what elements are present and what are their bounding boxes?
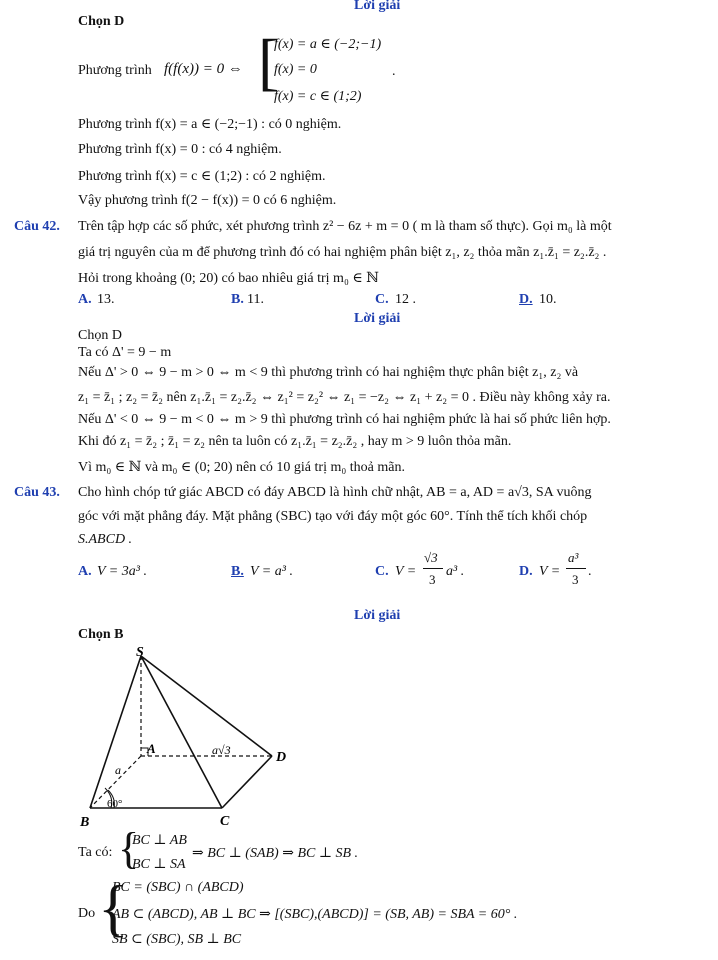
q42-text-3: Hỏi trong khoảng (0; 20) có bao nhiêu giá trị m₀ ∈ ℕ xyxy=(78,271,379,286)
q43-option-c-fraction-bar xyxy=(423,568,443,569)
q42-option-d-letter: D. xyxy=(519,292,533,307)
q43-option-b-letter: B. xyxy=(231,564,244,579)
q43-do-2: AB ⊂ (ABCD), AB ⊥ BC ⇒ [(SBC),(ABCD)] = (SB, AB) = SBA = 60° . xyxy=(112,907,518,922)
vertex-b-label: B xyxy=(80,815,90,830)
q43-ta-co-1: BC ⊥ AB xyxy=(132,833,187,848)
q42-text-2: giá trị nguyên của m để phương trình đó có hai nghiệm phân biệt z₁, z₂ thỏa mãn z₁.z̄₁ = z₂.z̄₂ . xyxy=(78,245,607,260)
pyramid-figure xyxy=(70,640,310,835)
q43-option-d-num: a³ xyxy=(568,550,579,565)
sol1-case-3: f(x) = c ∈ (1;2) xyxy=(274,89,362,104)
q43-label: Câu 43. xyxy=(14,485,60,500)
q42-option-a: 13. xyxy=(97,292,115,307)
vertex-d-label: D xyxy=(276,750,287,765)
q43-option-d-post: . xyxy=(588,564,592,579)
q43-option-c-letter: C. xyxy=(375,564,389,579)
q43-chon: Chọn B xyxy=(78,627,124,642)
q42-option-b-letter: B. xyxy=(231,292,244,307)
q42-label: Câu 42. xyxy=(14,219,60,234)
q43-ta-co-2: BC ⊥ SA xyxy=(132,857,186,872)
q42-sol-1: Ta có Δ' = 9 − m xyxy=(78,345,172,360)
q43-ta-co-result: ⇒ BC ⊥ (SAB) ⇒ BC ⊥ SB . xyxy=(192,846,359,861)
sol1-case-2: f(x) = 0 xyxy=(274,62,317,77)
q43-option-d-fraction-bar xyxy=(566,568,586,569)
q42-loi-giai: Lời giải xyxy=(354,311,401,326)
q43-option-d-den: 3 xyxy=(572,572,579,587)
loi-giai-heading-1: Lời giải xyxy=(354,0,401,13)
q43-do-1: BC = (SBC) ∩ (ABCD) xyxy=(112,880,244,895)
sol1-bracket: [ xyxy=(258,26,280,97)
vertex-c-label: C xyxy=(220,814,230,829)
sol1-line-3: Phương trình f(x) = c ∈ (1;2) : có 2 nghiệm. xyxy=(78,169,326,184)
vertex-s-label: S xyxy=(136,645,144,660)
q43-text-3: S.ABCD . xyxy=(78,532,133,547)
q43-option-c-den: 3 xyxy=(429,572,436,587)
q42-chon: Chọn D xyxy=(78,328,122,343)
q42-option-a-letter: A. xyxy=(78,292,92,307)
sol1-line-1: Phương trình f(x) = a ∈ (−2;−1) : có 0 nghiệm. xyxy=(78,117,342,132)
q42-sol-5: Khi đó z₁ = z̄₂ ; z̄₁ = z₂ nên ta luôn có z₁.z̄₁ = z₂.z̄₂ , hay m > 9 luôn thỏa mãn. xyxy=(78,434,512,449)
sol1-lead: Phương trình xyxy=(78,63,152,78)
q42-text-1: Trên tập hợp các số phức, xét phương trình z² − 6z + m = 0 ( m là tham số thực). Gọi m₀ là một xyxy=(78,219,612,234)
q43-option-c-num: √3 xyxy=(424,550,438,565)
q42-option-b: 11. xyxy=(247,292,264,307)
q43-do-3: SB ⊂ (SBC), SB ⊥ BC xyxy=(112,932,242,947)
q42-sol-2: Nếu Δ' > 0 ⇔ 9 − m > 0 ⇔ m < 9 thì phương trình có hai nghiệm thực phân biệt z₁, z₂ và xyxy=(78,365,579,380)
vertex-a-label: A xyxy=(147,741,156,756)
q42-option-c: 12 . xyxy=(395,292,416,307)
q43-option-b: V = a³ . xyxy=(250,564,293,579)
q43-do-brace: { xyxy=(98,872,129,943)
q43-do: Do xyxy=(78,906,96,921)
q43-option-d-letter: D. xyxy=(519,564,533,579)
q43-option-a-letter: A. xyxy=(78,564,92,579)
q43-ta-co: Ta có: xyxy=(78,845,113,860)
q43-option-c-post: a³ . xyxy=(446,564,465,579)
q42-option-c-letter: C. xyxy=(375,292,389,307)
edge-ab-label: a xyxy=(115,763,121,777)
sol1-line-2: Phương trình f(x) = 0 : có 4 nghiệm. xyxy=(78,142,282,157)
q42-sol-6: Vì m₀ ∈ ℕ và m₀ ∈ (0; 20) nên có 10 giá trị m₀ thoả mãn. xyxy=(78,460,405,475)
q43-option-d-pre: V = xyxy=(539,564,561,579)
sol1-eq-main: f(f(x)) = 0 ⇔ xyxy=(164,61,243,77)
q43-text-1: Cho hình chóp tứ giác ABCD có đáy ABCD là hình chữ nhật, AB = a, AD = a√3, SA vuông xyxy=(78,485,592,500)
q42-sol-4: Nếu Δ' < 0 ⇔ 9 − m < 0 ⇔ m > 9 thì phương trình có hai nghiệm phức là hai số phức liên hợp. xyxy=(78,412,611,427)
q43-loi-giai: Lời giải xyxy=(354,608,401,623)
q42-sol-3: z₁ = z̄₁ ; z₂ = z̄₂ nên z₁.z̄₁ = z₂.z̄₂ ⇔ z₁² = z₂² ⇔ z₁ = −z₂ ⇔ z₁ + z₂ = 0 . Điều này không xảy ra. xyxy=(78,390,611,405)
q43-ta-co-brace: { xyxy=(118,824,140,873)
q43-option-a: V = 3a³ . xyxy=(97,564,147,579)
chon-d-1: Chọn D xyxy=(78,14,125,29)
angle-60-label: 60° xyxy=(107,798,123,810)
sol1-dot: . xyxy=(392,64,396,79)
edge-ad-label: a√3 xyxy=(212,743,231,757)
q43-option-c-pre: V = xyxy=(395,564,417,579)
q42-option-d: 10. xyxy=(539,292,557,307)
sol1-line-4: Vậy phương trình f(2 − f(x)) = 0 có 6 nghiệm. xyxy=(78,193,337,208)
q43-text-2: góc với mặt phẳng đáy. Mặt phẳng (SBC) tạo với đáy một góc 60°. Tính thể tích khối chóp xyxy=(78,509,588,524)
sol1-case-1: f(x) = a ∈ (−2;−1) xyxy=(274,37,382,52)
